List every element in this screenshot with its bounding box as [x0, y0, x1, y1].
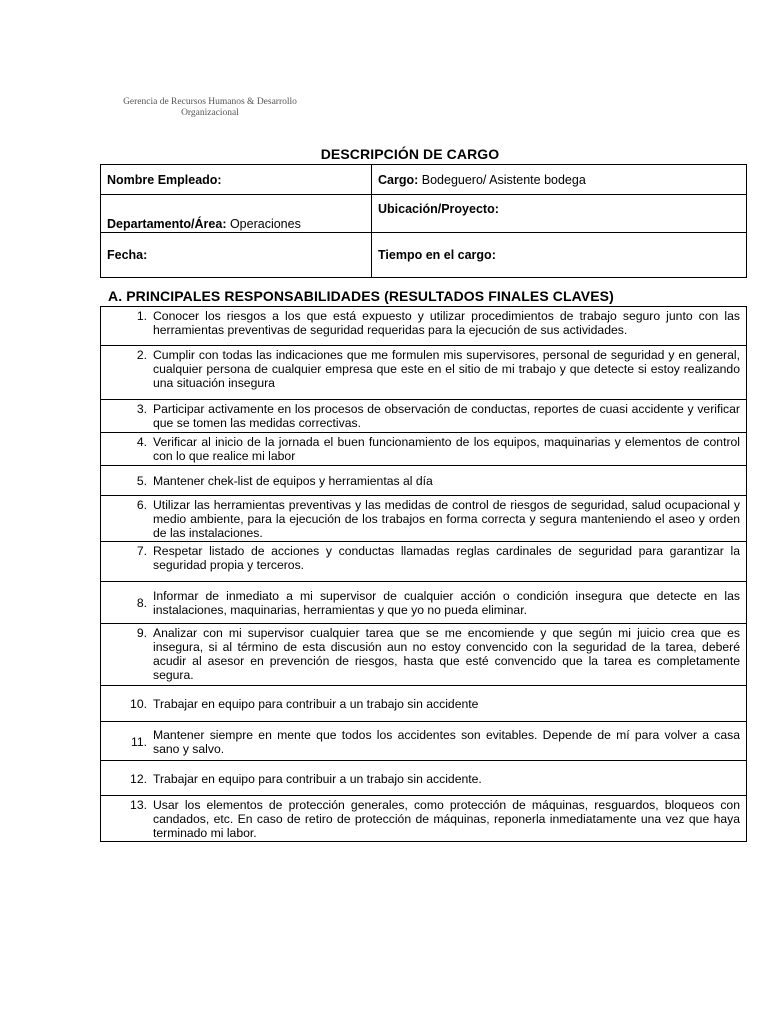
item-number: 7.: [101, 542, 154, 582]
departamento-value: Operaciones: [226, 217, 301, 231]
fecha-label: Fecha:: [107, 248, 148, 262]
cargo-value: Bodeguero/ Asistente bodega: [418, 172, 586, 187]
item-number: 13.: [101, 796, 154, 842]
departamento-label: Departamento/Área:: [107, 217, 227, 231]
nombre-empleado-label: Nombre Empleado:: [107, 172, 222, 187]
item-number: 10.: [101, 686, 154, 722]
item-text: Usar los elementos de protección generales, como protección de máquinas, resguardos, bloqueos con candados, etc. En caso de retiro de protección de máquinas, reponerla inmediatamente una vez que haya terminado mi labor.: [153, 796, 747, 842]
departamento-cell: [101, 195, 372, 233]
org-line-2: Organizacional: [181, 108, 239, 118]
responsibility-row: [101, 722, 747, 761]
nombre-empleado-cell: [101, 165, 372, 195]
item-text: Mantener chek-list de equipos y herramientas al día: [153, 466, 747, 496]
responsibility-row: [101, 761, 747, 796]
responsibility-row: [101, 582, 747, 624]
item-text: Utilizar las herramientas preventivas y las medidas de control de riesgos de seguridad, salud ocupacional y medio ambiente, para la ejecución de los trabajos en forma correcta y segura manteniendo el aseo y orden de las instalaciones.: [153, 496, 747, 542]
item-text: Analizar con mi supervisor cualquier tarea que se me encomiende y que según mi juicio crea que es insegura, si al término de esta discusión aun no estoy convencido con la seguridad de la tarea, deberé acudir al asesor en prevención de riesgos, hasta que esté convencido que la tarea es completamente segura.: [153, 624, 747, 686]
item-text: Cumplir con todas las indicaciones que me formulen mis supervisores, personal de seguridad y en general, cualquier persona de cualquier empresa que este en el sitio de mi trabajo y que detecte si estoy realizando una situación insegura: [153, 346, 747, 400]
item-number: 3.: [101, 400, 154, 433]
item-number: 5.: [101, 466, 154, 496]
item-number: 11.: [101, 722, 154, 761]
cargo-cell: [372, 165, 747, 195]
cargo-label: Cargo:: [378, 172, 419, 187]
item-number: 9.: [101, 624, 154, 686]
responsibility-row: [101, 466, 747, 496]
item-text: Mantener siempre en mente que todos los accidentes son evitables. Depende de mí para volver a casa sano y salvo.: [153, 722, 747, 761]
item-text: Trabajar en equipo para contribuir a un trabajo sin accidente.: [153, 761, 747, 796]
item-number: 8.: [101, 582, 154, 624]
item-number: 4.: [101, 433, 154, 466]
responsibility-row: [101, 400, 747, 433]
ubicacion-label: Ubicación/Proyecto:: [378, 202, 499, 216]
ubicacion-cell: [372, 195, 747, 233]
responsibility-row: [101, 624, 747, 686]
item-text: Trabajar en equipo para contribuir a un trabajo sin accidente: [153, 686, 747, 722]
responsibility-row: [101, 346, 747, 400]
item-number: 2.: [101, 346, 154, 400]
organization-header: [110, 97, 310, 119]
item-number: 6.: [101, 496, 154, 542]
tiempo-cell: [372, 233, 747, 278]
section-a-title: A. PRINCIPALES RESPONSABILIDADES (RESULTADOS FINALES CLAVES): [108, 288, 614, 304]
item-number: 1.: [101, 307, 154, 346]
item-text: Respetar listado de acciones y conductas llamadas reglas cardinales de seguridad para garantizar la seguridad propia y terceros.: [153, 542, 747, 582]
responsibility-row: [101, 686, 747, 722]
document-title: DESCRIPCIÓN DE CARGO: [320, 146, 500, 162]
item-text: Verificar al inicio de la jornada el buen funcionamiento de los equipos, maquinarias y elementos de control con lo que realice mi labor: [153, 433, 747, 466]
item-text: Participar activamente en los procesos de observación de conductas, reportes de cuasi accidente y verificar que se tomen las medidas correctivas.: [153, 400, 747, 433]
org-line-1: Gerencia de Recursos Humanos & Desarrollo: [123, 97, 297, 107]
item-text: Informar de inmediato a mi supervisor de cualquier acción o condición insegura que detecte en las instalaciones, maquinarias, herramientas y que yo no pueda eliminar.: [153, 582, 747, 624]
fecha-cell: [101, 233, 372, 278]
tiempo-label: Tiempo en el cargo:: [378, 248, 496, 262]
item-text: Conocer los riesgos a los que está expuesto y utilizar procedimientos de trabajo seguro junto con las herramientas preventivas de seguridad requeridas para la ejecución de sus actividades.: [153, 307, 747, 346]
employee-info-table: [100, 164, 747, 278]
responsibility-row: [101, 542, 747, 582]
responsibility-row: [101, 796, 747, 842]
responsibility-row: [101, 433, 747, 466]
responsibilities-table: [100, 306, 747, 842]
responsibility-row: [101, 307, 747, 346]
item-number: 12.: [101, 761, 154, 796]
responsibility-row: [101, 496, 747, 542]
